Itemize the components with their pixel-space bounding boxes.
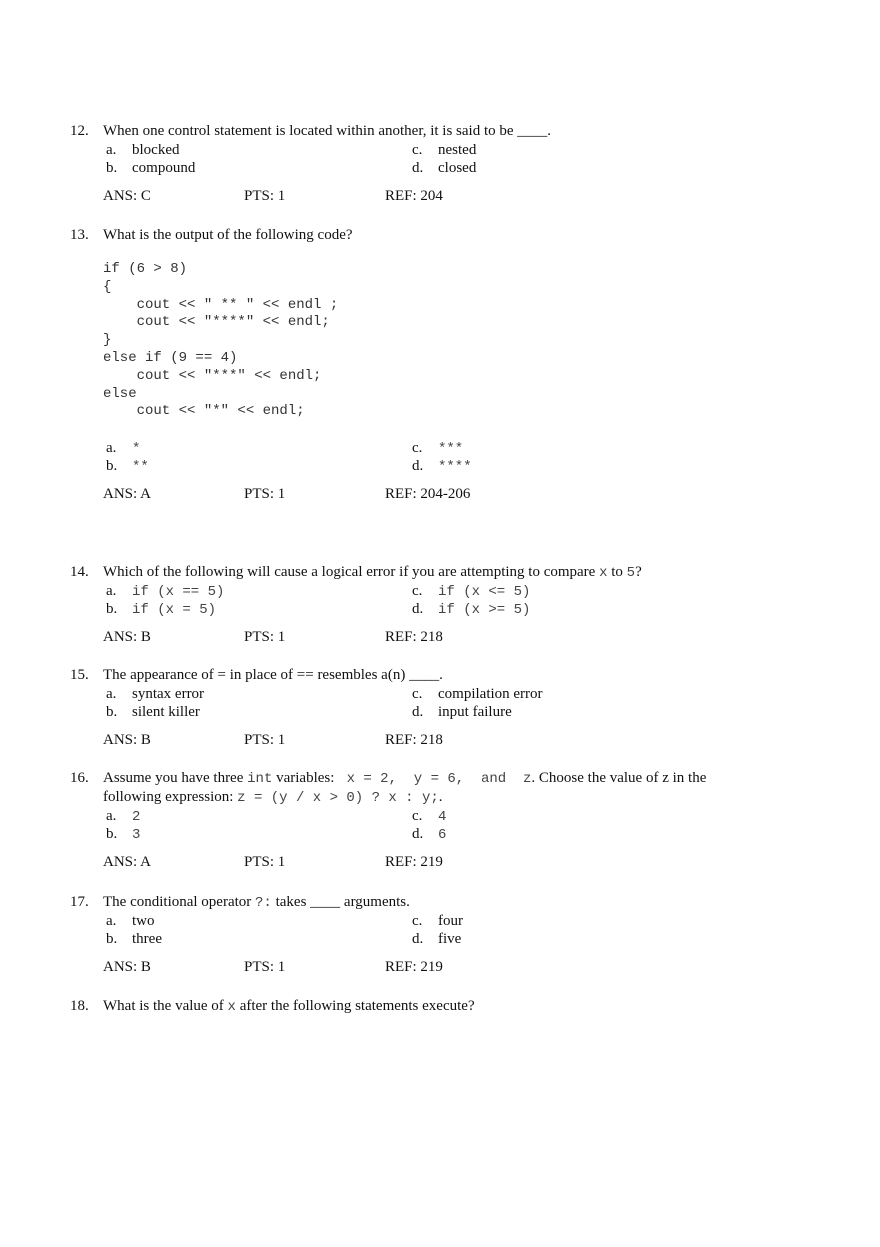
answer: ANS: B	[103, 732, 151, 748]
question-14	[70, 563, 770, 647]
points: PTS: 1	[244, 854, 286, 870]
answer-line	[70, 958, 770, 977]
points: PTS: 1	[244, 959, 286, 975]
question-number: 14.	[70, 564, 89, 580]
option-d: d. closed	[412, 160, 477, 176]
answer-line	[70, 485, 770, 504]
question-text: When one control statement is located within another, it is said to be ____.	[103, 123, 552, 139]
reference: REF: 204	[385, 188, 443, 204]
question-text: The conditional operator ?: takes ____ arguments.	[103, 894, 410, 911]
option-b: b. 3	[106, 826, 141, 843]
question-text-line-1: Assume you have three int variables: x = 2, y = 6, and z. Choose the value of z in the	[103, 770, 707, 787]
option-c: c. ***	[412, 440, 464, 457]
question-number: 18.	[70, 998, 89, 1014]
option-a: a. two	[106, 913, 155, 929]
question-text: Which of the following will cause a logical error if you are attempting to compare x to 5?	[103, 564, 642, 581]
option-c: c. if (x <= 5)	[412, 583, 531, 600]
reference: REF: 204-206	[385, 486, 471, 502]
option-a: a. *	[106, 440, 141, 457]
question-text-line-2: following expression: z = (y / x > 0) ? x : y;.	[103, 789, 443, 806]
question-number: 13.	[70, 227, 89, 243]
question-number: 17.	[70, 894, 89, 910]
option-c: c. compilation error	[412, 686, 543, 702]
option-b: b. if (x = 5)	[106, 601, 217, 618]
question-text: What is the value of x after the following statements execute?	[103, 998, 475, 1015]
answer-line	[70, 853, 770, 872]
answer: ANS: A	[103, 486, 151, 502]
option-b: b. three	[106, 931, 162, 947]
reference: REF: 218	[385, 629, 443, 645]
option-b: b. **	[106, 458, 149, 475]
answer: ANS: B	[103, 959, 151, 975]
question-17	[70, 893, 770, 977]
question-number: 12.	[70, 123, 89, 139]
option-c: c. 4	[412, 808, 447, 825]
question-13	[70, 226, 770, 504]
option-d: d. if (x >= 5)	[412, 601, 531, 618]
option-d: d. input failure	[412, 704, 512, 720]
option-b: b. silent killer	[106, 704, 200, 720]
option-d: d. ****	[412, 458, 472, 475]
reference: REF: 219	[385, 854, 443, 870]
reference: REF: 219	[385, 959, 443, 975]
option-a: a. 2	[106, 808, 141, 825]
question-number: 16.	[70, 770, 89, 786]
question-15	[70, 666, 770, 750]
question-text: What is the output of the following code?	[103, 227, 353, 243]
option-c: c. nested	[412, 142, 477, 158]
option-a: a. if (x == 5)	[106, 583, 225, 600]
answer: ANS: B	[103, 629, 151, 645]
question-number: 15.	[70, 667, 89, 683]
option-a: a. blocked	[106, 142, 180, 158]
answer-line	[70, 731, 770, 750]
points: PTS: 1	[244, 629, 286, 645]
option-c: c. four	[412, 913, 463, 929]
points: PTS: 1	[244, 732, 286, 748]
answer: ANS: C	[103, 188, 151, 204]
option-a: a. syntax error	[106, 686, 205, 702]
question-12	[70, 122, 770, 206]
option-d: d. 6	[412, 826, 447, 843]
question-16	[70, 769, 770, 872]
points: PTS: 1	[244, 188, 286, 204]
option-b: b. compound	[106, 160, 196, 176]
code-block: if (6 > 8) { cout << " ** " << endl ; cout << "****" << endl; } else if (9 == 4) cout << "***" << endl; else cout << "*" << endl;	[103, 261, 339, 420]
question-text: The appearance of = in place of == resembles a(n) ____.	[103, 667, 443, 683]
answer-line	[70, 628, 770, 647]
reference: REF: 218	[385, 732, 443, 748]
answer-line	[70, 187, 770, 206]
option-d: d. five	[412, 931, 462, 947]
answer: ANS: A	[103, 854, 151, 870]
question-18	[70, 997, 770, 1016]
points: PTS: 1	[244, 486, 286, 502]
